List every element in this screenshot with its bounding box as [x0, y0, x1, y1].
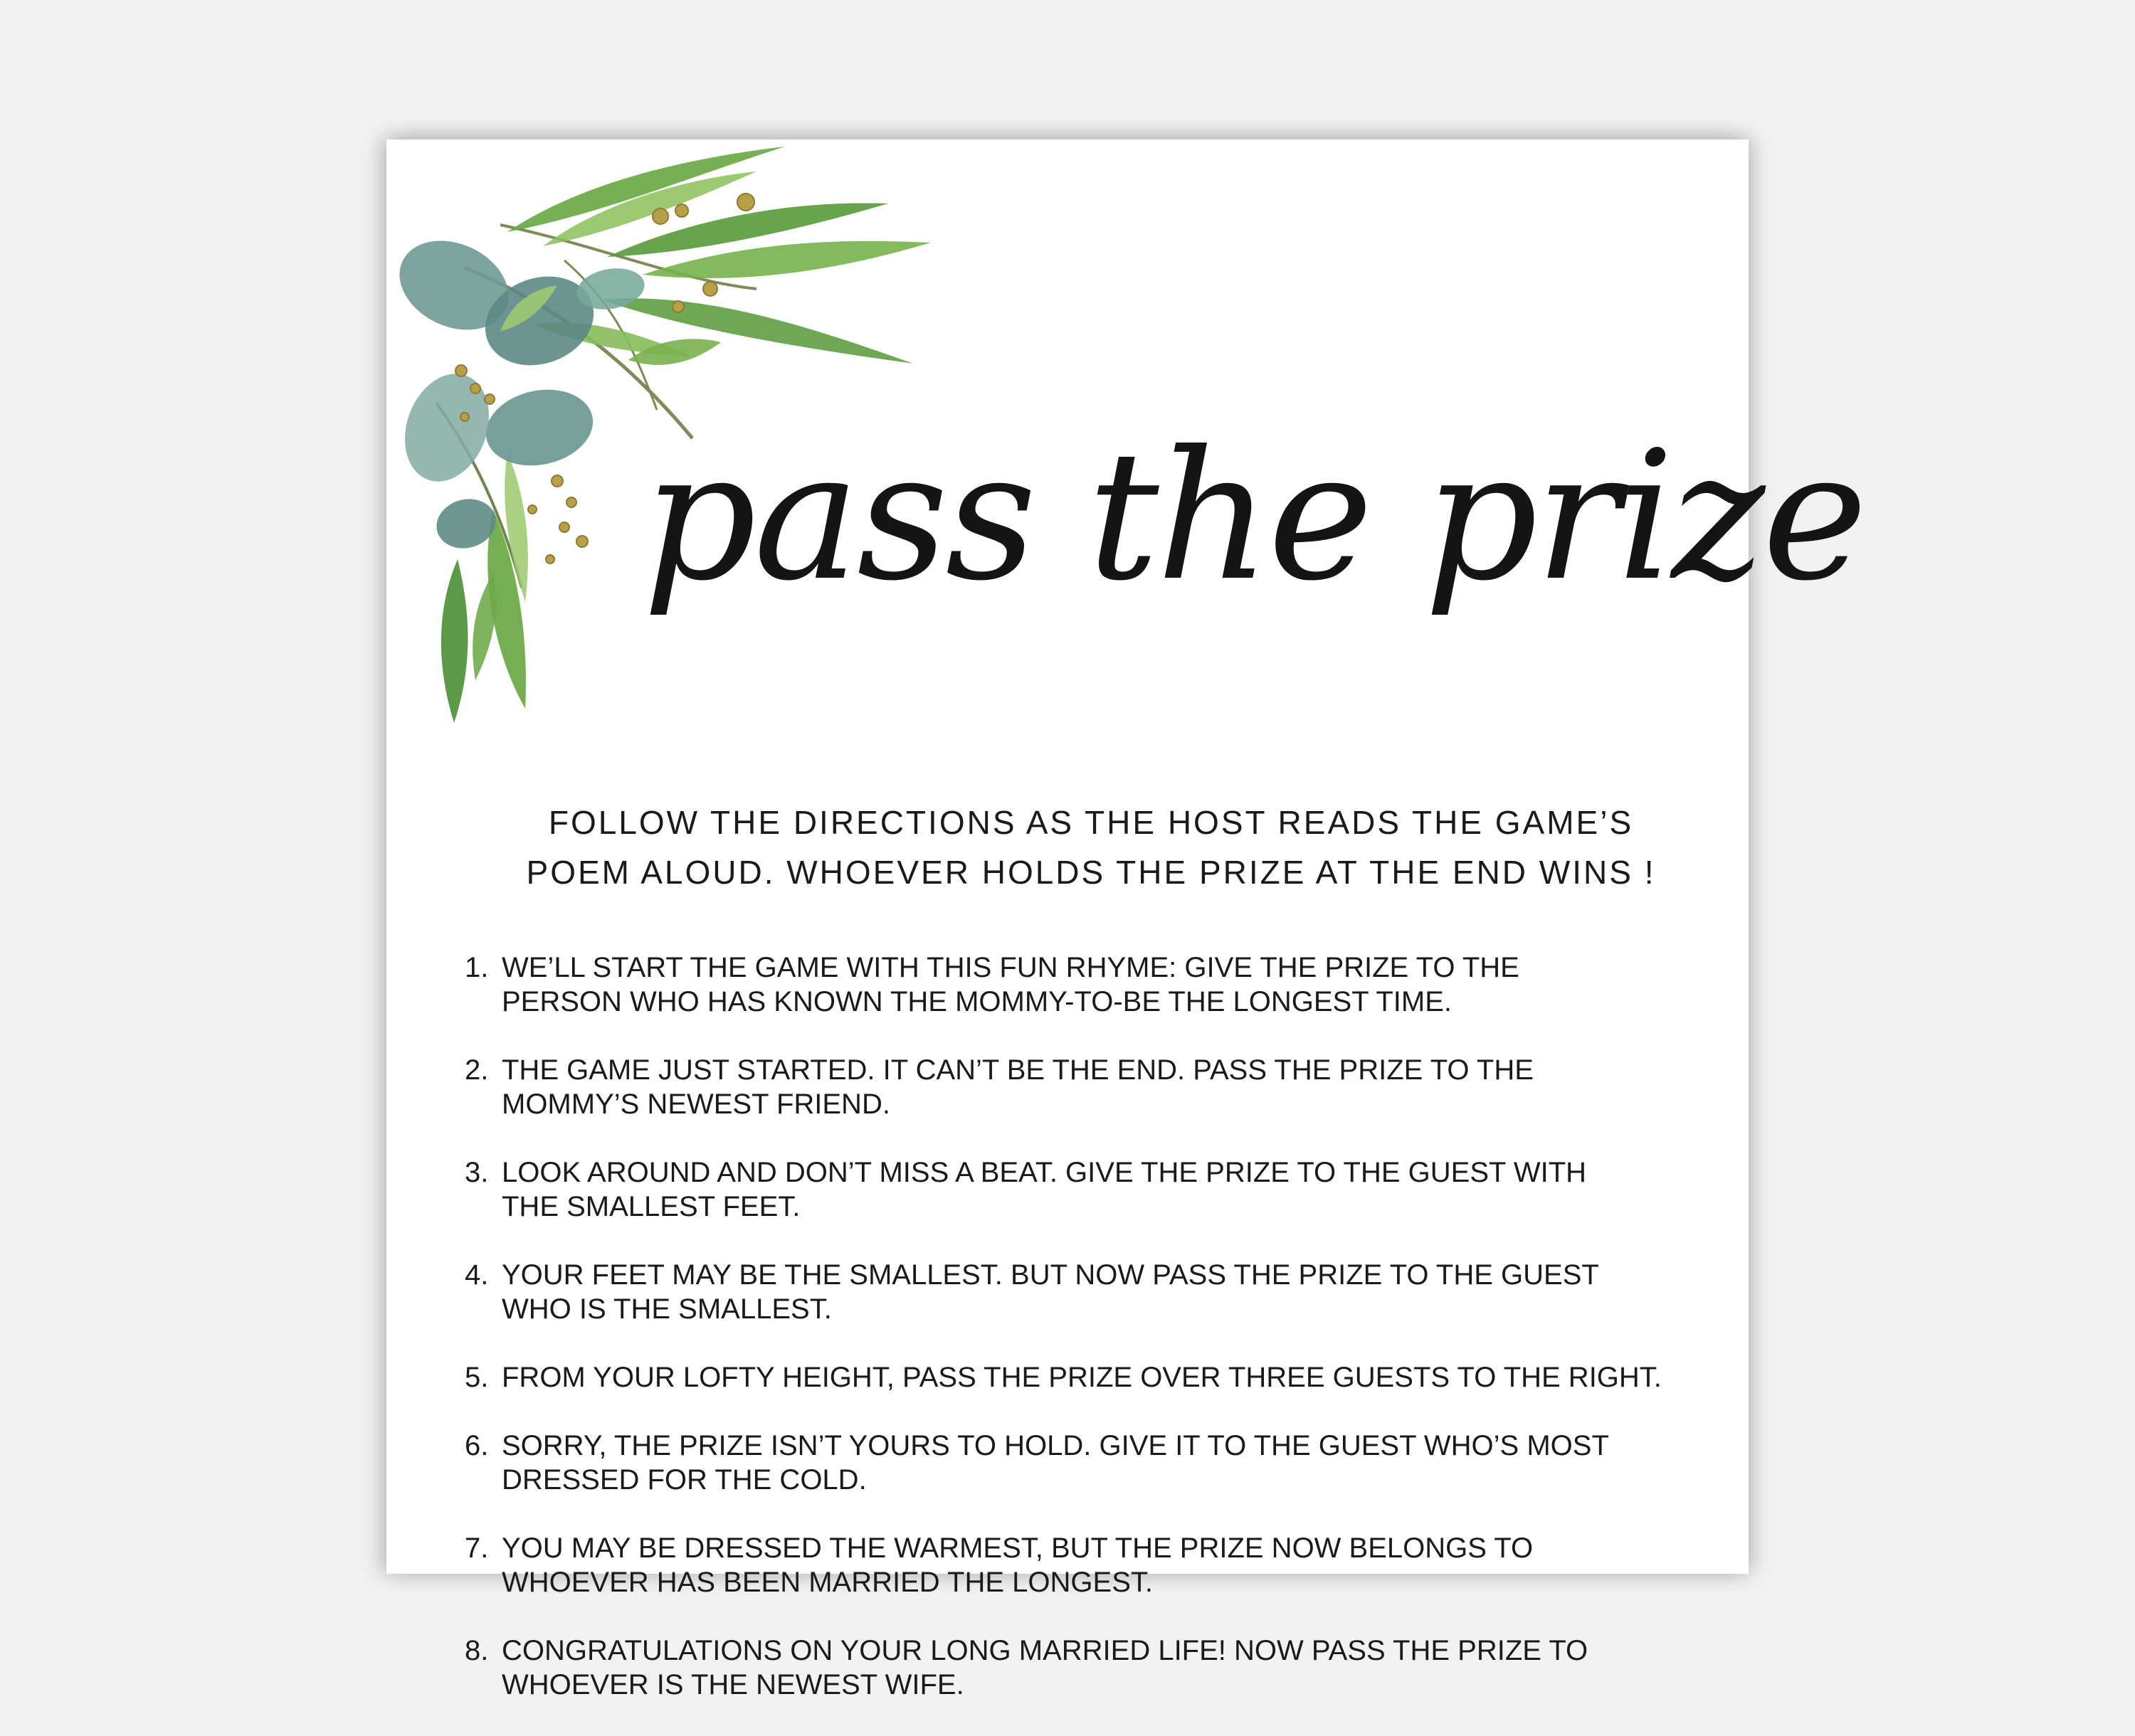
- list-item: [465, 1155, 1746, 1224]
- step-text: [502, 1053, 1697, 1121]
- step-line-2: WHOEVER IS THE NEWEST WIFE.: [502, 1669, 964, 1700]
- step-line-1: SORRY, THE PRIZE ISN’T YOURS TO HOLD. GIVE IT TO THE GUEST WHO’S MOST: [502, 1430, 1609, 1461]
- step-number: 7.: [465, 1533, 489, 1564]
- step-line-1: FROM YOUR LOFTY HEIGHT, PASS THE PRIZE OVER THREE GUESTS TO THE RIGHT.: [502, 1362, 1662, 1393]
- step-number: 6.: [465, 1430, 489, 1461]
- printable-game-sheet: [386, 139, 1865, 1700]
- step-number: 5.: [465, 1362, 489, 1393]
- step-text: [502, 1258, 1697, 1326]
- step-text: [502, 1531, 1697, 1599]
- step-line-2: PERSON WHO HAS KNOWN THE MOMMY-TO-BE THE LONGEST TIME.: [502, 986, 1452, 1017]
- step-line-2: WHOEVER HAS BEEN MARRIED THE LONGEST.: [502, 1567, 1153, 1598]
- step-line-2: WHO IS THE SMALLEST.: [502, 1293, 832, 1325]
- step-number: 1.: [465, 952, 489, 983]
- step-line-1: YOUR FEET MAY BE THE SMALLEST. BUT NOW PASS THE PRIZE TO THE GUEST: [502, 1259, 1599, 1291]
- list-item: [465, 1053, 1746, 1121]
- step-line-1: YOU MAY BE DRESSED THE WARMEST, BUT THE PRIZE NOW BELONGS TO: [502, 1533, 1534, 1564]
- step-number: 2.: [465, 1054, 489, 1086]
- instructions-intro: [479, 798, 1703, 897]
- list-item: [465, 951, 1746, 1019]
- list-item: [465, 1360, 1746, 1394]
- step-number: 4.: [465, 1259, 489, 1291]
- step-line-2: MOMMY’S NEWEST FRIEND.: [502, 1089, 890, 1120]
- list-item: [465, 1429, 1746, 1497]
- step-text: [502, 1155, 1697, 1224]
- step-line-1: THE GAME JUST STARTED. IT CAN’T BE THE END. PASS THE PRIZE TO THE: [502, 1054, 1534, 1086]
- step-text: [502, 1429, 1697, 1497]
- page-title: pass the prize: [643, 413, 1865, 620]
- intro-line-1: FOLLOW THE DIRECTIONS AS THE HOST READS THE GAME’S: [548, 804, 1634, 841]
- step-line-1: CONGRATULATIONS ON YOUR LONG MARRIED LIFE! NOW PASS THE PRIZE TO: [502, 1635, 1588, 1666]
- intro-line-2: POEM ALOUD. WHOEVER HOLDS THE PRIZE AT THE END WINS !: [526, 854, 1656, 891]
- list-item: [465, 1634, 1746, 1702]
- list-item: [465, 1258, 1746, 1326]
- step-number: 3.: [465, 1157, 489, 1188]
- step-line-2: THE SMALLEST FEET.: [502, 1191, 801, 1222]
- step-number: 8.: [465, 1635, 489, 1666]
- step-line-2: DRESSED FOR THE COLD.: [502, 1464, 867, 1496]
- step-text: [502, 951, 1697, 1019]
- list-item: [465, 1531, 1746, 1599]
- step-line-1: LOOK AROUND AND DON’T MISS A BEAT. GIVE THE PRIZE TO THE GUEST WITH: [502, 1157, 1587, 1188]
- step-text: [502, 1360, 1697, 1394]
- step-line-1: WE’LL START THE GAME WITH THIS FUN RHYME: GIVE THE PRIZE TO THE: [502, 952, 1519, 983]
- game-steps-list: [465, 951, 1746, 1736]
- step-text: [502, 1634, 1697, 1702]
